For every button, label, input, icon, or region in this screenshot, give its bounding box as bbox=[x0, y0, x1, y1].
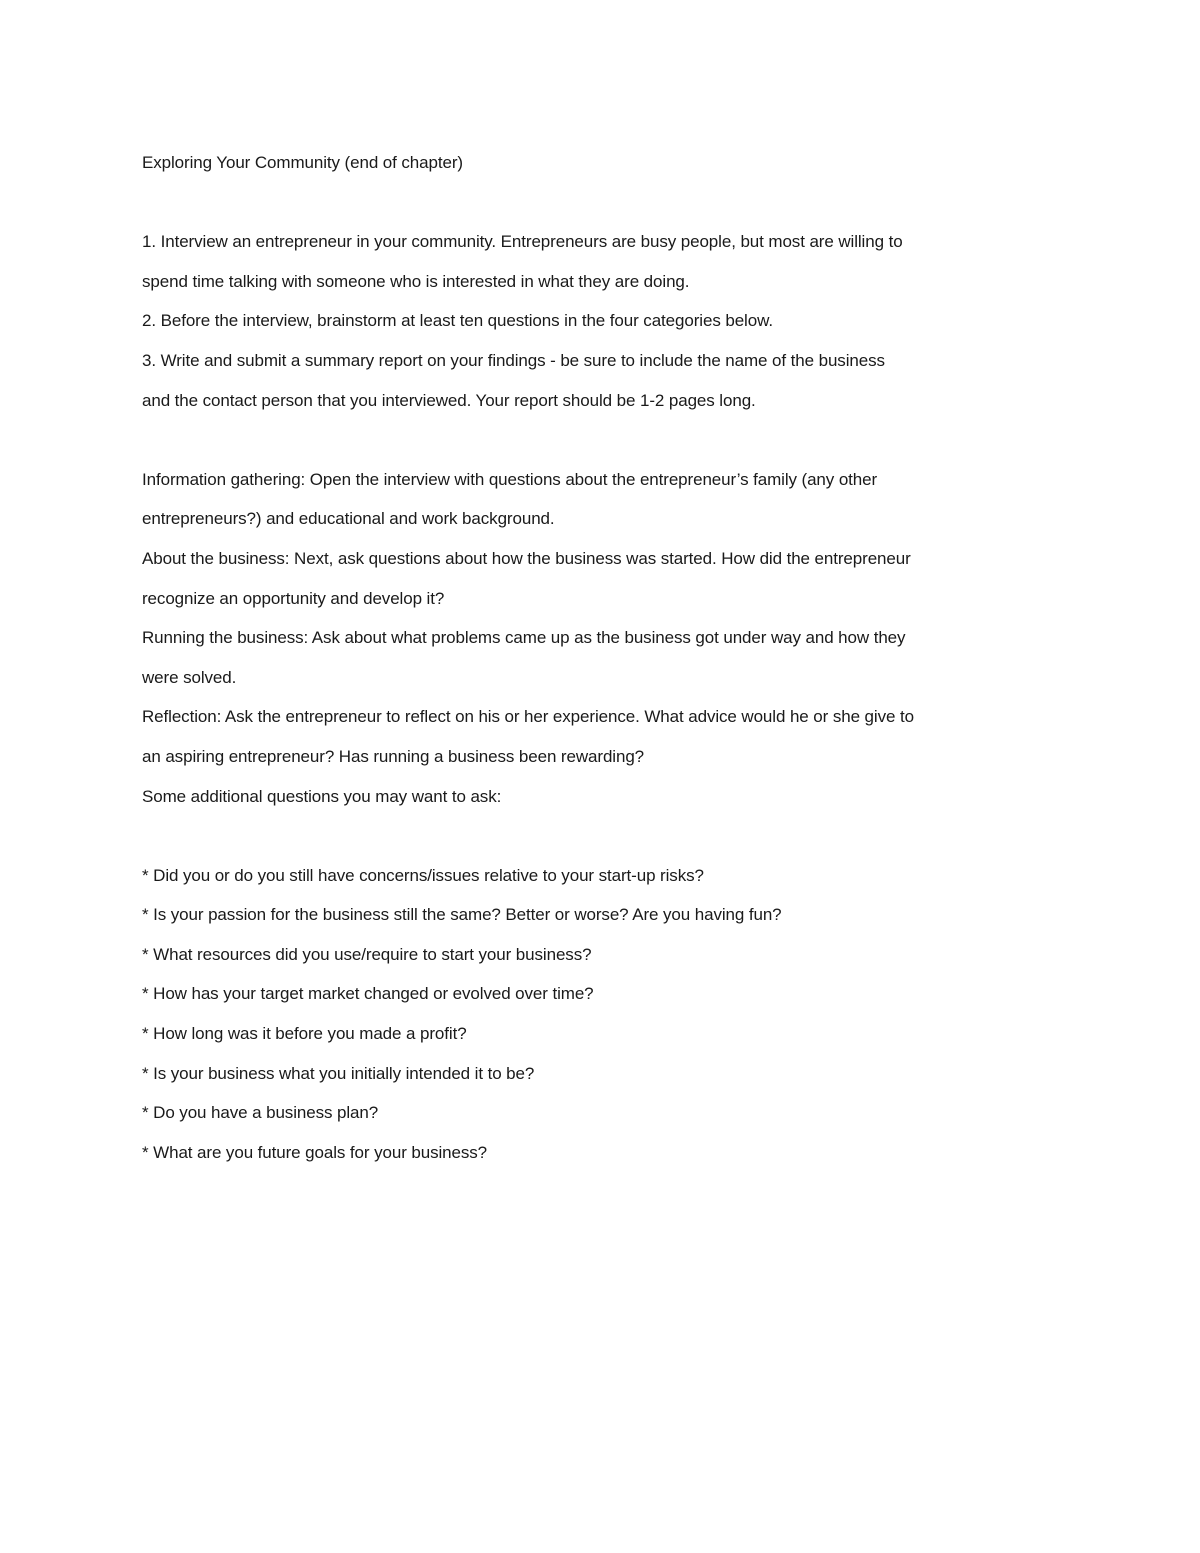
instruction-line: 2. Before the interview, brainstorm at least ten questions in the four categories below. bbox=[142, 311, 773, 331]
spacer bbox=[142, 420, 1072, 460]
category-line: Reflection: Ask the entrepreneur to reflect on his or her experience. What advice would he or she give to bbox=[142, 707, 914, 727]
instruction-line: 1. Interview an entrepreneur in your community. Entrepreneurs are busy people, but most are willing to bbox=[142, 232, 903, 252]
question-item: * How has your target market changed or evolved over time? bbox=[142, 984, 594, 1004]
question-item: * Did you or do you still have concerns/issues relative to your start-up risks? bbox=[142, 865, 704, 885]
question-item: * What are you future goals for your business? bbox=[142, 1142, 488, 1162]
category-line: About the business: Next, ask questions about how the business was started. How did the entrepreneur bbox=[142, 548, 911, 568]
question-item: * Is your passion for the business still the same? Better or worse? Are you having fun? bbox=[142, 905, 782, 925]
category-line: an aspiring entrepreneur? Has running a business been rewarding? bbox=[142, 746, 645, 766]
question-item: * How long was it before you made a profit? bbox=[142, 1024, 467, 1044]
instruction-line: and the contact person that you interviewed. Your report should be 1-2 pages long. bbox=[142, 390, 756, 410]
category-line: Some additional questions you may want to ask: bbox=[142, 786, 502, 806]
spacer bbox=[142, 183, 1072, 223]
document-title: Exploring Your Community (end of chapter) bbox=[142, 153, 463, 172]
category-line: were solved. bbox=[142, 667, 237, 687]
instruction-line: 3. Write and submit a summary report on your findings - be sure to include the name of the business bbox=[142, 350, 885, 370]
category-line: Running the business: Ask about what problems came up as the business got under way and how they bbox=[142, 628, 906, 648]
question-item: * Is your business what you initially intended it to be? bbox=[142, 1063, 535, 1083]
category-line: entrepreneurs?) and educational and work background. bbox=[142, 509, 555, 529]
question-item: * Do you have a business plan? bbox=[142, 1103, 379, 1123]
spacer bbox=[142, 816, 1072, 856]
instruction-line: spend time talking with someone who is interested in what they are doing. bbox=[142, 271, 690, 291]
document-body bbox=[142, 143, 1072, 1172]
category-line: Information gathering: Open the interview with questions about the entrepreneur’s family (any other bbox=[142, 469, 878, 489]
category-line: recognize an opportunity and develop it? bbox=[142, 588, 445, 608]
question-item: * What resources did you use/require to start your business? bbox=[142, 944, 592, 964]
